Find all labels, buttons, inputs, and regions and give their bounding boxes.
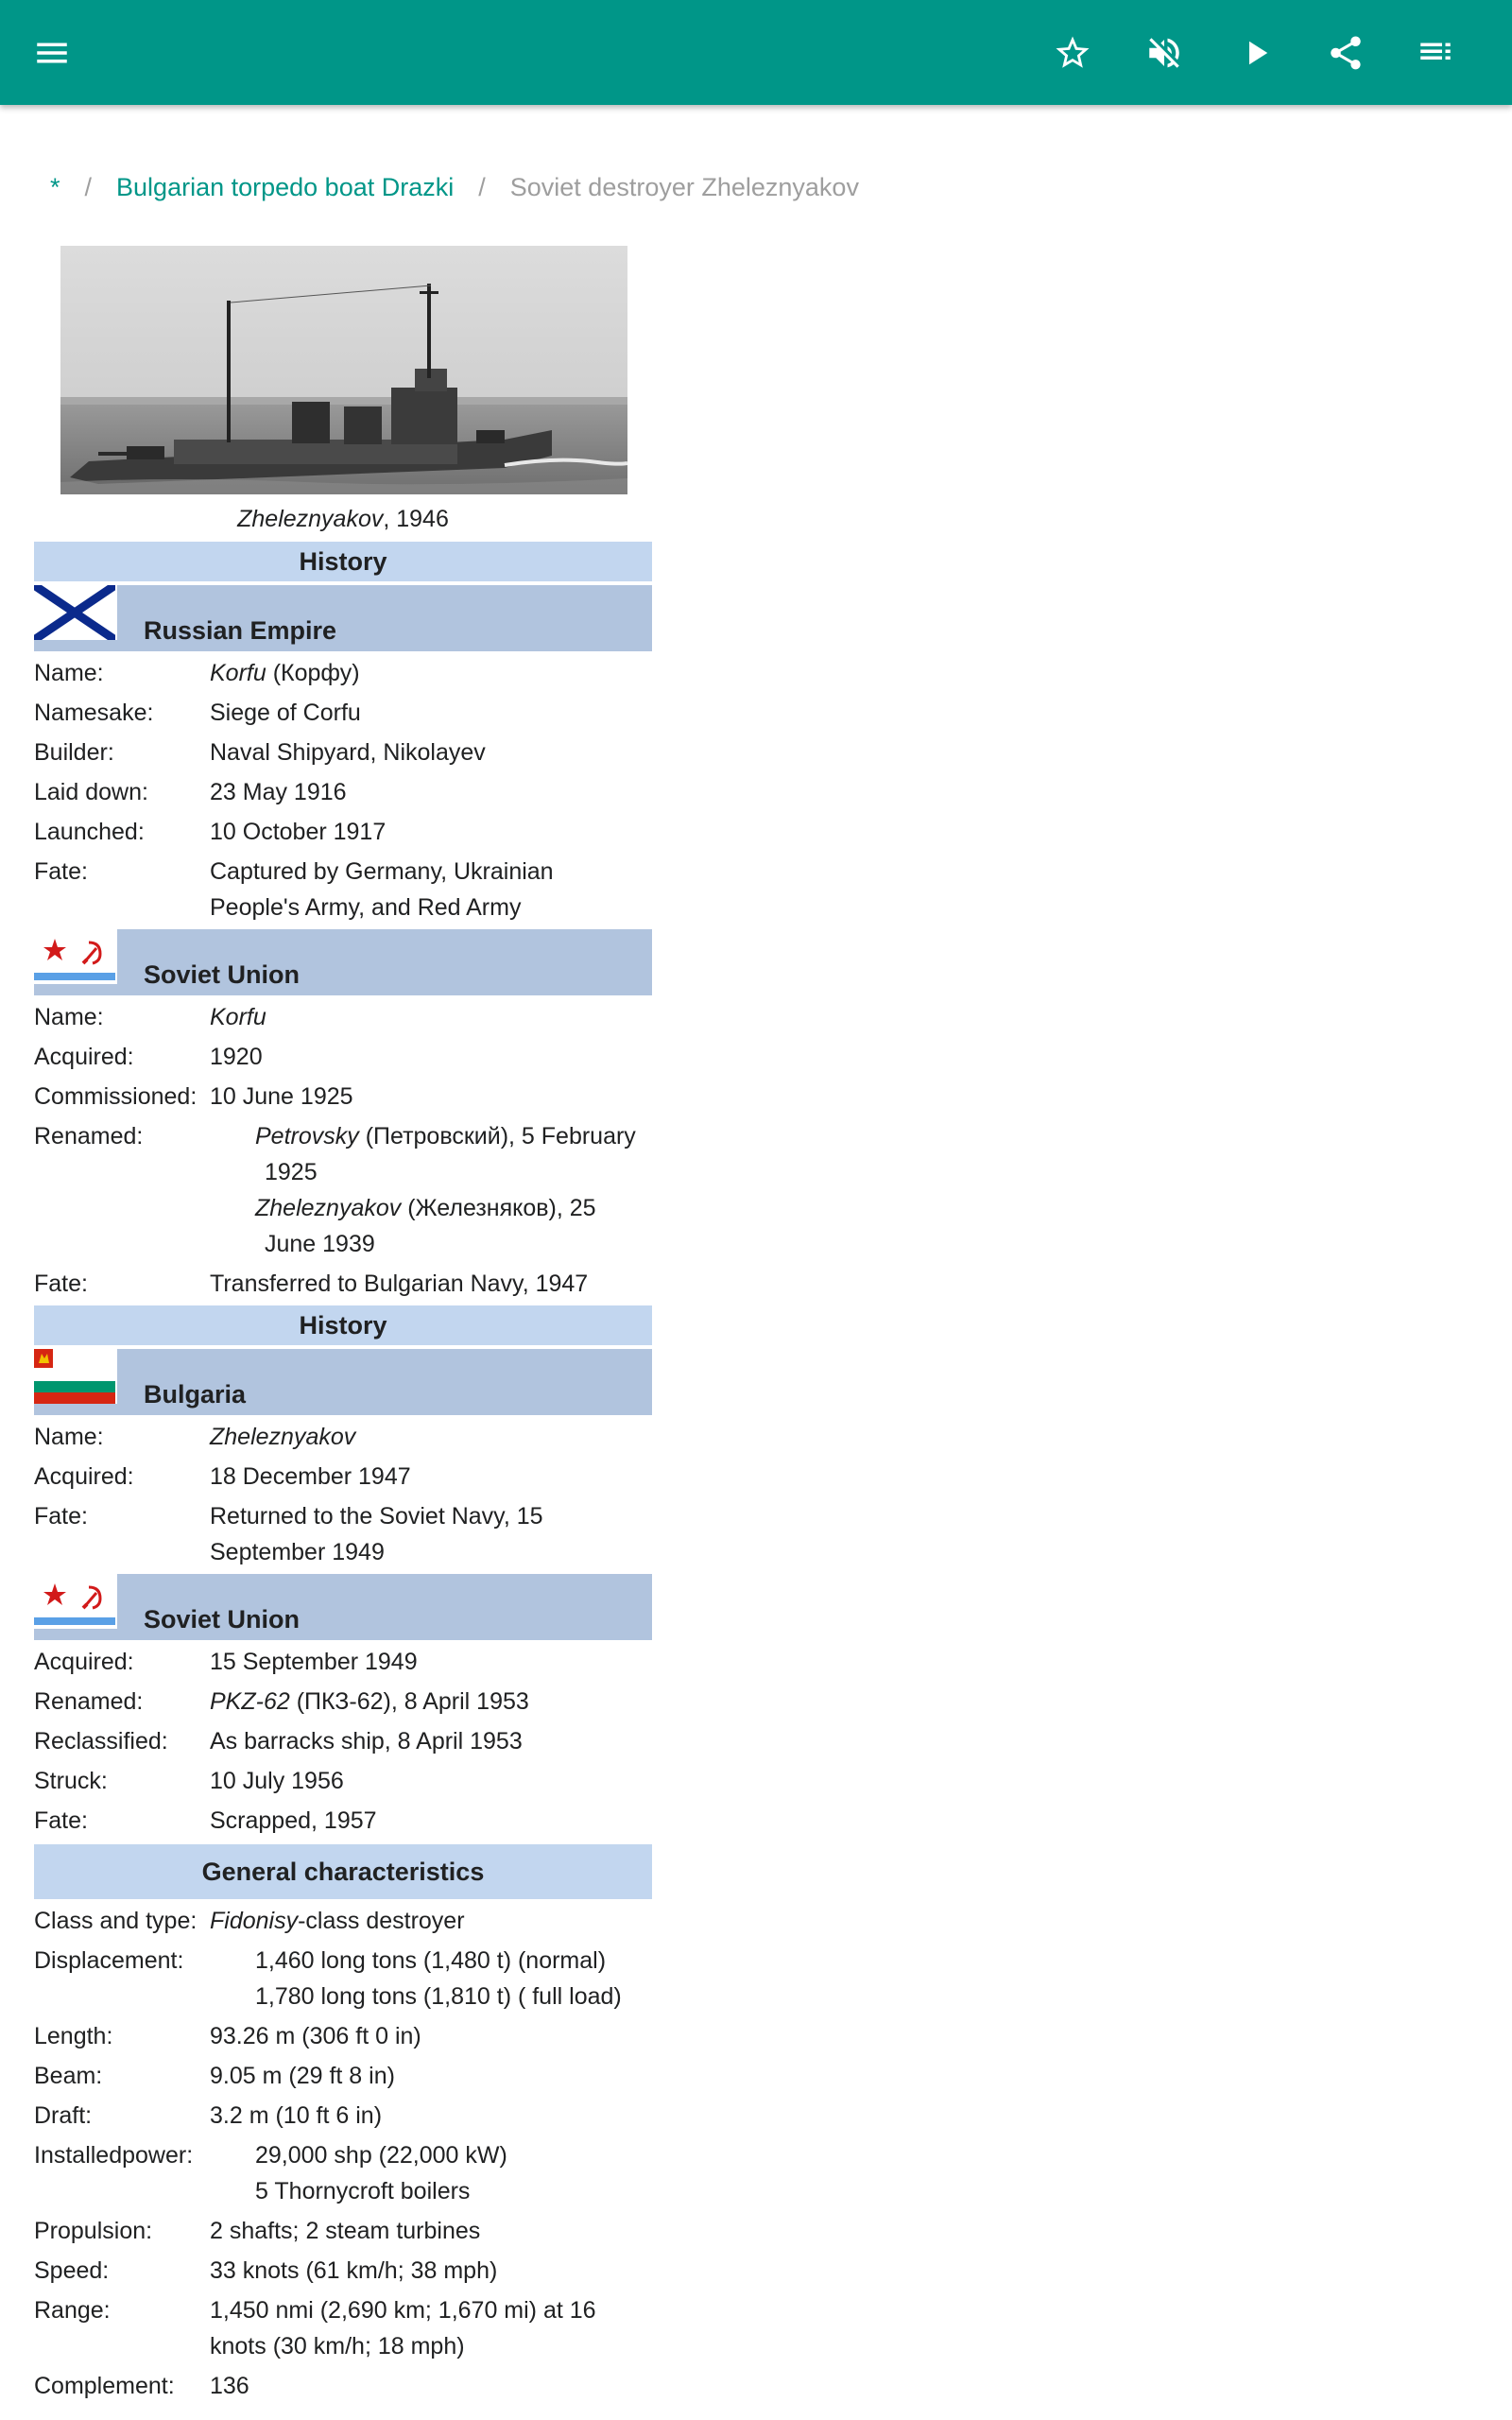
row-value: 9.05 m (29 ft 8 in) <box>210 2063 395 2089</box>
class-link[interactable]: Fidonisy <box>210 1908 299 1934</box>
fate-line: Returned to the Soviet Navy, 15 <box>210 1503 543 1530</box>
info-row-complement <box>34 2368 652 2404</box>
row-value <box>210 655 652 691</box>
row-label: Fate: <box>34 1503 88 1530</box>
row-label: Fate: <box>34 1807 88 1834</box>
info-row-beam <box>34 2058 652 2094</box>
fate-line: Captured by Germany, Ukrainian <box>210 858 554 885</box>
info-row-acquired <box>34 1644 652 1680</box>
class-type: -class destroyer <box>298 1908 465 1934</box>
row-value <box>210 1943 652 2014</box>
ship-name: Korfu <box>210 1004 266 1030</box>
menu-button[interactable] <box>19 20 85 86</box>
info-row-fate <box>34 1803 652 1839</box>
breadcrumb <box>50 168 859 206</box>
mute-button[interactable] <box>1131 20 1197 86</box>
row-value <box>210 999 652 1035</box>
row-value: As barracks ship, 8 April 1953 <box>210 1728 523 1754</box>
breadcrumb-separator: / <box>84 172 93 201</box>
info-row-builder <box>34 735 652 770</box>
row-value: 3.2 m (10 ft 6 in) <box>210 2102 383 2129</box>
row-label: Namesake: <box>34 700 154 726</box>
play-icon <box>1236 33 1276 73</box>
row-value <box>210 854 652 925</box>
country-header-soviet-union <box>34 929 652 995</box>
label-line: Installed <box>34 2142 123 2169</box>
info-row-name <box>34 999 652 1035</box>
rename-detail: 1925 <box>265 1159 318 1185</box>
row-value <box>210 1118 652 1262</box>
row-value <box>210 1903 652 1939</box>
info-row-draft <box>34 2098 652 2134</box>
country-name: Soviet Union <box>144 960 301 989</box>
row-label: Beam: <box>34 2063 103 2089</box>
row-value: 1920 <box>210 1044 263 1070</box>
breadcrumb-parent[interactable]: Bulgarian torpedo boat Drazki <box>116 172 455 201</box>
share-button[interactable] <box>1313 20 1379 86</box>
soviet-ensign-icon <box>34 1574 115 1629</box>
row-label: Length: <box>34 2023 113 2049</box>
rename-entry <box>255 1118 652 1154</box>
range-line: 1,450 nmi (2,690 km; 1,670 mi) at 16 <box>210 2297 596 2324</box>
country-name: Soviet Union <box>144 1605 301 1634</box>
info-row-speed <box>34 2253 652 2289</box>
soviet-ensign-icon <box>34 929 115 984</box>
row-value: Scrapped, 1957 <box>210 1807 377 1834</box>
info-row-displacement <box>34 1943 652 2014</box>
boilers: 5 Thornycroft boilers <box>255 2178 471 2204</box>
ship-name: Petrovsky <box>255 1123 359 1150</box>
country-name: Russian Empire <box>144 616 337 645</box>
row-value <box>210 2292 652 2364</box>
row-value: 15 September 1949 <box>210 1649 418 1675</box>
row-label: Speed: <box>34 2257 110 2284</box>
row-value: 93.26 m (306 ft 0 in) <box>210 2023 421 2049</box>
info-row-namesake <box>34 695 652 731</box>
row-label: Builder: <box>34 739 114 766</box>
row-value <box>210 1498 652 1570</box>
info-row-range <box>34 2292 652 2364</box>
ship-name: Zheleznyakov <box>210 1424 356 1450</box>
row-label: Laid down: <box>34 779 148 805</box>
displacement-full: 1,780 long tons (1,810 t) ( full load) <box>255 1983 622 2010</box>
displacement-normal: 1,460 long tons (1,480 t) (normal) <box>255 1947 607 1974</box>
volume-off-icon <box>1144 33 1184 73</box>
ship-name: Korfu <box>210 660 266 686</box>
info-row-renamed <box>34 1684 652 1720</box>
namesake-link[interactable]: Siege of Corfu <box>210 700 361 726</box>
ship-infobox <box>34 246 652 2404</box>
rename-detail: (ПКЗ-62), 8 April 1953 <box>289 1688 529 1715</box>
ship-photo[interactable] <box>60 246 627 494</box>
info-row-length <box>34 2018 652 2054</box>
play-button[interactable] <box>1223 20 1289 86</box>
soviet-naval-ensign[interactable] <box>34 1574 117 1629</box>
row-label: Commissioned: <box>34 1083 198 1110</box>
row-label: Fate: <box>34 858 88 885</box>
country-header-bulgaria <box>34 1349 652 1415</box>
info-row-class <box>34 1903 652 1939</box>
info-row-fate <box>34 1498 652 1570</box>
row-value <box>210 1684 652 1720</box>
info-row-fate <box>34 854 652 925</box>
row-value: 136 <box>210 2373 249 2399</box>
breadcrumb-separator: / <box>478 172 486 201</box>
builder-link[interactable]: Naval Shipyard, Nikolayev <box>210 739 486 766</box>
label-line: power: <box>122 2142 194 2169</box>
info-row-name <box>34 1419 652 1455</box>
rename-detail: (Петровский), 5 February <box>358 1123 636 1150</box>
fate-line: September 1949 <box>210 1539 385 1565</box>
row-label: Name: <box>34 1424 104 1450</box>
country-header-soviet-union <box>34 1574 652 1640</box>
range-line: knots (30 km/h; 18 mph) <box>210 2333 465 2360</box>
row-label: Displacement: <box>34 1947 184 1974</box>
row-value: 10 October 1917 <box>210 819 387 845</box>
russian-navy-ensign[interactable] <box>34 585 117 640</box>
info-row-acquired <box>34 1039 652 1075</box>
menu-icon <box>32 33 72 73</box>
row-value <box>210 1419 652 1455</box>
row-label: Struck: <box>34 1768 108 1794</box>
row-value: 33 knots (61 km/h; 38 mph) <box>210 2257 498 2284</box>
power-output: 29,000 shp (22,000 kW) <box>255 2142 507 2169</box>
info-row-reclassified <box>34 1723 652 1759</box>
row-label: Renamed: <box>34 1123 144 1150</box>
ship-name: Zheleznyakov <box>255 1195 402 1221</box>
playlist-icon <box>1416 33 1455 73</box>
info-row-launched <box>34 814 652 850</box>
row-label: Acquired: <box>34 1649 134 1675</box>
info-row-name <box>34 655 652 691</box>
bookmark-button[interactable] <box>1040 20 1106 86</box>
star-icon <box>1053 33 1092 73</box>
fate-line: People's Army, and Red Army <box>210 894 522 921</box>
row-label: Acquired: <box>34 1044 134 1070</box>
info-row-renamed <box>34 1118 652 1262</box>
row-value: 2 shafts; 2 steam turbines <box>210 2218 481 2244</box>
info-row-struck <box>34 1763 652 1799</box>
row-label: Draft: <box>34 2102 93 2129</box>
row-label <box>34 2137 210 2173</box>
st-andrew-flag-icon <box>34 585 115 640</box>
row-label: Name: <box>34 1004 104 1030</box>
row-value: 18 December 1947 <box>210 1463 411 1490</box>
row-value <box>210 2137 652 2209</box>
row-label: Name: <box>34 660 104 686</box>
country-name: Bulgaria <box>144 1380 247 1409</box>
row-label: Renamed: <box>34 1688 144 1715</box>
soviet-naval-ensign[interactable] <box>34 929 117 984</box>
bulgarian-ensign-icon <box>34 1349 115 1404</box>
info-row-laid-down <box>34 774 652 810</box>
info-row-fate <box>34 1266 652 1302</box>
ship-photo-container <box>34 246 652 494</box>
row-value: 10 June 1925 <box>210 1083 353 1110</box>
caption-ship-name: Zheleznyakov <box>237 506 384 532</box>
general-characteristics-header: General characteristics <box>34 1844 652 1899</box>
info-row-power <box>34 2137 652 2209</box>
info-row-acquired <box>34 1459 652 1495</box>
info-row-propulsion <box>34 2213 652 2249</box>
caption-year: , 1946 <box>383 506 449 532</box>
row-label: Launched: <box>34 819 145 845</box>
country-header-russian-empire <box>34 585 652 651</box>
row-label: Complement: <box>34 2373 175 2399</box>
breadcrumb-current: Soviet destroyer Zheleznyakov <box>509 172 859 201</box>
row-label: Class and type: <box>34 1908 198 1934</box>
row-value: 10 July 1956 <box>210 1768 344 1794</box>
app-bar <box>0 0 1512 105</box>
rename-detail: June 1939 <box>265 1231 375 1257</box>
row-label: Fate: <box>34 1270 88 1297</box>
row-label: Reclassified: <box>34 1728 168 1754</box>
row-value: Transferred to Bulgarian Navy, 1947 <box>210 1270 589 1297</box>
bulgarian-naval-ensign[interactable] <box>34 1349 117 1404</box>
history-header: History <box>34 542 652 581</box>
row-label: Range: <box>34 2297 111 2324</box>
rename-detail: (Железняков), 25 <box>401 1195 596 1221</box>
ship-name: PKZ-62 <box>210 1688 290 1715</box>
contents-button[interactable] <box>1402 20 1469 86</box>
row-value: 23 May 1916 <box>210 779 347 805</box>
row-label: Acquired: <box>34 1463 134 1490</box>
ship-name-native: (Корфу) <box>266 660 360 686</box>
info-row-commissioned <box>34 1079 652 1115</box>
row-label: Propulsion: <box>34 2218 153 2244</box>
breadcrumb-root[interactable]: * <box>50 172 60 201</box>
rename-entry <box>255 1190 652 1226</box>
share-icon <box>1326 33 1366 73</box>
photo-caption <box>34 500 652 538</box>
history-header: History <box>34 1305 652 1345</box>
